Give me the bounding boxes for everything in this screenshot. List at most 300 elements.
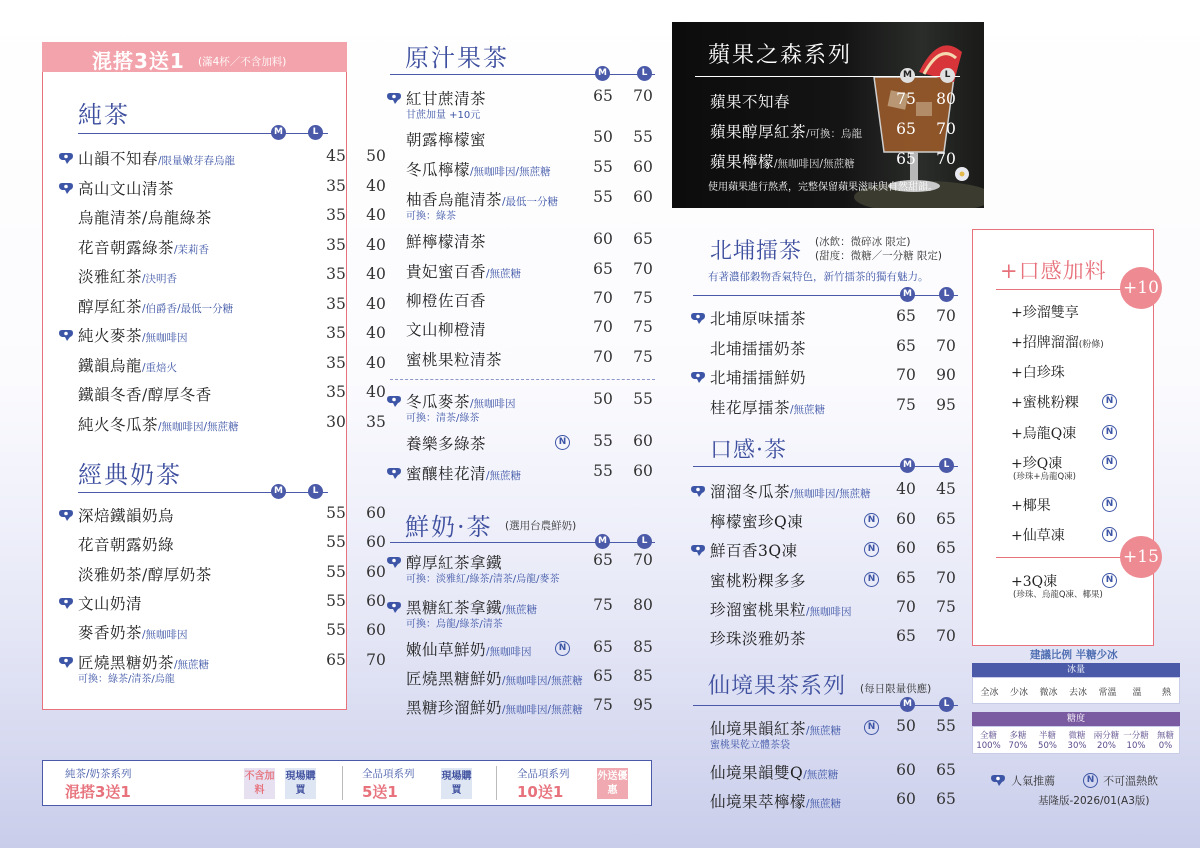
popular-icon bbox=[386, 393, 402, 406]
item-note: /無咖啡因/無蔗糖 bbox=[790, 488, 871, 500]
price-l: 70 bbox=[936, 569, 956, 587]
popular-icon bbox=[690, 310, 706, 323]
price-l: 60 bbox=[366, 562, 386, 581]
item-note: /無咖啡因/無蔗糖 bbox=[158, 420, 239, 433]
no-hot-icon: N bbox=[1083, 773, 1098, 788]
item-note: /可換：烏龍 bbox=[806, 128, 863, 140]
bottom-divider-2 bbox=[496, 766, 497, 800]
price-l: 60 bbox=[366, 621, 386, 640]
sugar-level-name: 一分糖 bbox=[1123, 731, 1149, 741]
item-note: /無蔗糖 bbox=[486, 268, 522, 280]
sugar-level bbox=[1004, 729, 1033, 751]
fairy-note: (每日限量供應) bbox=[860, 683, 932, 695]
item-name: 仙境果韻雙Q/無蔗糖 bbox=[710, 764, 839, 782]
sugar-level-percent: 100% bbox=[976, 741, 1001, 751]
no-hot-icon: N bbox=[555, 641, 570, 656]
ice-level: 全冰 bbox=[980, 688, 999, 698]
menu-item[interactable] bbox=[388, 156, 658, 182]
sugar-level bbox=[1151, 729, 1180, 751]
menu-item[interactable] bbox=[388, 258, 658, 284]
item-sub-note: 蜜桃果乾立體茶袋 bbox=[710, 740, 790, 751]
price-m: 40 bbox=[896, 480, 916, 498]
item-name: 文山柳橙清 bbox=[406, 321, 487, 339]
price-l: 60 bbox=[366, 504, 386, 522]
price-l: 80 bbox=[936, 90, 956, 108]
price-m: 50 bbox=[593, 390, 613, 408]
addon-name: +白珍珠 bbox=[1011, 365, 1065, 381]
item-name: 匠燒黑糖鮮奶/無咖啡因/無蔗糖 bbox=[406, 670, 583, 688]
item-name: 嫩仙草鮮奶/無咖啡因 bbox=[406, 641, 532, 659]
addon-item[interactable] bbox=[1011, 302, 1141, 328]
addon-item[interactable] bbox=[1011, 453, 1141, 482]
item-name: 山韻不知春/限量嫩芽春烏龍 bbox=[78, 150, 236, 168]
price-m: 35 bbox=[326, 265, 346, 283]
sugar-level bbox=[1092, 729, 1121, 751]
price-m: 75 bbox=[593, 696, 613, 714]
price-m: 35 bbox=[326, 294, 346, 313]
sugar-level-percent: 0% bbox=[1158, 741, 1173, 751]
item-name: 仙境果韻紅茶/無蔗糖 bbox=[710, 720, 842, 738]
version-label: 基隆版-2026/01(A3版) bbox=[1038, 795, 1150, 807]
beipu-note-1: (冰飲：微碎冰 限定) bbox=[815, 236, 911, 248]
price-m: 70 bbox=[593, 318, 613, 336]
price-l: 60 bbox=[366, 533, 386, 552]
addon-name: +珍溜雙享 bbox=[1011, 305, 1079, 321]
addon-item[interactable] bbox=[1011, 392, 1141, 418]
sugar-level-name: 無糖 bbox=[1156, 731, 1174, 741]
menu-item[interactable] bbox=[60, 381, 386, 407]
promo-banner bbox=[42, 42, 347, 72]
price-l: 85 bbox=[633, 638, 653, 656]
item-sub-note: 可換：清茶/綠茶 bbox=[406, 413, 480, 424]
price-l: 75 bbox=[633, 348, 653, 366]
item-name: 文山奶清 bbox=[78, 594, 143, 613]
price-m: 70 bbox=[593, 289, 613, 307]
item-note: /最低一分糖 bbox=[502, 196, 559, 208]
size-header-juice: M L bbox=[390, 66, 655, 82]
price-l: 40 bbox=[366, 353, 386, 372]
bottom-divider-1 bbox=[342, 766, 343, 800]
price-m: 55 bbox=[593, 462, 613, 480]
item-name: 北埔原味擂茶 bbox=[710, 310, 807, 328]
apple-description: 使用蘋果進行熬煮，完整保留蘋果滋味與自然甜韻。 bbox=[708, 182, 938, 193]
price-l: 60 bbox=[633, 432, 653, 450]
price-m: 55 bbox=[593, 188, 613, 206]
menu-item[interactable] bbox=[692, 788, 967, 814]
sugar-level-name: 微糖 bbox=[1068, 731, 1086, 741]
deal3-value: 10送1 bbox=[517, 783, 564, 801]
price-l: 55 bbox=[633, 390, 653, 408]
menu-item[interactable] bbox=[60, 322, 386, 348]
item-name: 蜜桃粉粿多多 bbox=[710, 572, 807, 590]
price-l: 70 bbox=[936, 627, 956, 645]
price-l: 60 bbox=[633, 158, 653, 176]
ice-level: 微冰 bbox=[1039, 688, 1058, 698]
price-m: 65 bbox=[896, 337, 916, 355]
sugar-level-percent: 30% bbox=[1067, 741, 1087, 751]
item-note: /無咖啡因/無蔗糖 bbox=[502, 675, 583, 687]
item-name: 鮮百香3Q凍 bbox=[710, 542, 798, 560]
size-header-pure bbox=[78, 125, 328, 141]
item-name: 冬瓜麥茶/無咖啡因 bbox=[406, 393, 516, 411]
price-l: 40 bbox=[366, 176, 386, 195]
item-name: 紅甘蔗清茶 bbox=[406, 90, 487, 108]
price-l: 70 bbox=[936, 307, 956, 325]
item-name: 北埔擂擂奶茶 bbox=[710, 340, 807, 358]
price-l: 45 bbox=[936, 480, 956, 498]
menu-item[interactable] bbox=[60, 531, 386, 557]
price-m: 75 bbox=[896, 396, 916, 414]
item-note: /無咖啡因/無蔗糖 bbox=[774, 158, 855, 170]
popular-icon bbox=[990, 774, 1006, 787]
sugar-level-name: 半糖 bbox=[1038, 731, 1056, 741]
item-name: 深焙鐵韻奶烏 bbox=[78, 507, 175, 525]
size-header-texture: M L bbox=[693, 458, 958, 474]
deal1-value: 混搭3送1 bbox=[65, 783, 131, 801]
menu-item[interactable] bbox=[692, 625, 967, 651]
menu-item[interactable] bbox=[692, 305, 967, 331]
menu-item[interactable] bbox=[692, 508, 967, 534]
price-l: 70 bbox=[633, 260, 653, 278]
popular-icon bbox=[58, 654, 74, 667]
menu-item[interactable] bbox=[692, 148, 972, 174]
size-header-beipu: M L bbox=[693, 287, 958, 303]
menu-item[interactable] bbox=[388, 126, 658, 152]
legend-nohot bbox=[1083, 770, 1158, 789]
sugar-level-percent: 10% bbox=[1126, 741, 1146, 751]
item-name: 花音朝露奶綠 bbox=[78, 536, 175, 555]
addons-divider-1 bbox=[996, 289, 1122, 290]
price-m: 60 bbox=[896, 510, 916, 528]
price-m: 60 bbox=[896, 790, 916, 808]
menu-item[interactable] bbox=[692, 759, 967, 785]
item-name: 淡雅奶茶/醇厚奶茶 bbox=[78, 565, 212, 584]
item-name: 純火麥茶/無咖啡因 bbox=[78, 327, 188, 345]
deal1-tag-2: 現場購買 bbox=[285, 768, 316, 799]
deal3-tag: 外送優惠 bbox=[597, 768, 628, 799]
item-name: 養樂多綠茶 bbox=[406, 435, 487, 453]
menu-item[interactable] bbox=[388, 316, 658, 342]
sugar-level-name: 多糖 bbox=[1009, 731, 1027, 741]
menu-item[interactable] bbox=[60, 263, 386, 289]
l-badge: L bbox=[308, 125, 323, 140]
popular-icon bbox=[58, 327, 74, 340]
sugar-level bbox=[1063, 729, 1092, 751]
price-l: 65 bbox=[936, 539, 956, 557]
item-name: 桂花厚擂茶/無蔗糖 bbox=[710, 399, 826, 417]
price-l: 50 bbox=[366, 147, 386, 165]
deal2-value: 5送1 bbox=[362, 783, 398, 801]
ice-row bbox=[972, 677, 1180, 704]
price-l: 35 bbox=[366, 412, 386, 431]
price-l: 70 bbox=[633, 551, 653, 569]
menu-item[interactable] bbox=[60, 204, 386, 230]
menu-item[interactable] bbox=[388, 287, 658, 313]
popular-icon bbox=[386, 599, 402, 612]
item-note: /限量嫩芽春烏龍 bbox=[158, 155, 236, 167]
item-name: 鐵韻烏龍/重焙火 bbox=[78, 356, 178, 375]
item-sub-note: 可換：烏龍/綠茶/清茶 bbox=[406, 619, 503, 630]
item-name: 黑糖紅茶拿鐵/無蔗糖 bbox=[406, 599, 538, 617]
item-name: 黑糖珍溜鮮奶/無咖啡因/無蔗糖 bbox=[406, 699, 583, 717]
price-l: 75 bbox=[936, 598, 956, 616]
item-name: 北埔擂擂鮮奶 bbox=[710, 369, 807, 387]
item-note: /決明香 bbox=[142, 273, 178, 285]
price-m: 55 bbox=[593, 158, 613, 176]
section-title-milk-tea: 經典奶茶 bbox=[78, 461, 182, 489]
menu-item[interactable] bbox=[388, 549, 658, 585]
sugar-header: 糖度 bbox=[972, 712, 1180, 726]
size-header-fairy: M L bbox=[693, 697, 958, 713]
price-l: 80 bbox=[633, 596, 653, 614]
fresh-milk-note: (選用台農鮮奶) bbox=[505, 520, 577, 532]
addon-item[interactable] bbox=[1011, 423, 1141, 449]
item-note: /無蔗糖 bbox=[803, 769, 839, 781]
no-hot-icon: N bbox=[555, 435, 570, 450]
item-name: 蘋果不知春 bbox=[710, 93, 791, 111]
price-l: 70 bbox=[366, 650, 386, 669]
item-note: /無蔗糖 bbox=[806, 798, 842, 810]
menu-item[interactable] bbox=[60, 175, 386, 201]
price-m: 45 bbox=[326, 147, 346, 165]
price-m: 50 bbox=[593, 128, 613, 146]
menu-item[interactable] bbox=[388, 346, 658, 372]
addon-name: +椰果 bbox=[1011, 498, 1051, 514]
menu-item[interactable] bbox=[388, 430, 658, 456]
item-note: /無咖啡因 bbox=[142, 332, 188, 344]
menu-item[interactable] bbox=[692, 478, 967, 504]
price-l: 70 bbox=[936, 120, 956, 138]
item-name: 淡雅紅茶/決明香 bbox=[78, 268, 178, 286]
price-m: 35 bbox=[326, 206, 346, 224]
popular-icon bbox=[58, 150, 74, 163]
ice-level: 常溫 bbox=[1098, 688, 1117, 698]
addon-name: +招牌溜溜 bbox=[1011, 335, 1079, 351]
menu-item[interactable] bbox=[692, 596, 967, 622]
menu-item[interactable] bbox=[692, 537, 967, 563]
ice-level: 熱 bbox=[1161, 688, 1171, 698]
promo-note: (滿4杯／不含加料) bbox=[198, 56, 287, 68]
item-name: 仙境果萃檸檬/無蔗糖 bbox=[710, 793, 842, 811]
menu-item[interactable] bbox=[388, 186, 658, 222]
section-title-texture-tea: 口感·茶 bbox=[710, 438, 787, 463]
price-m: 75 bbox=[896, 90, 916, 108]
addons-title: +口感加料 bbox=[1000, 259, 1107, 283]
legend-popular-label: 人氣推薦 bbox=[1011, 774, 1056, 788]
price-m: 65 bbox=[896, 569, 916, 587]
price-l: 40 bbox=[366, 265, 386, 283]
sugar-level-percent: 70% bbox=[1008, 741, 1028, 751]
price-m: 35 bbox=[326, 353, 346, 372]
addon-name: +珍Q凍 bbox=[1011, 456, 1063, 472]
price-m: 60 bbox=[593, 230, 613, 248]
price-l: 65 bbox=[936, 510, 956, 528]
popular-icon bbox=[58, 595, 74, 608]
price-l: 90 bbox=[936, 366, 956, 384]
apple-title: 蘋果之森系列 bbox=[708, 43, 853, 68]
price-m: 70 bbox=[896, 366, 916, 384]
no-hot-icon: N bbox=[1102, 455, 1117, 470]
menu-item[interactable] bbox=[60, 561, 386, 587]
price-l: 85 bbox=[633, 667, 653, 685]
price-m: 65 bbox=[593, 638, 613, 656]
item-name: 溜溜冬瓜茶/無咖啡因/無蔗糖 bbox=[710, 483, 871, 501]
item-name: 蜜桃果粒清茶 bbox=[406, 351, 503, 369]
addon-name: +仙草凍 bbox=[1011, 528, 1065, 544]
no-hot-icon: N bbox=[1102, 394, 1117, 409]
sugar-row bbox=[972, 726, 1180, 754]
price-l: 65 bbox=[936, 790, 956, 808]
popular-icon bbox=[690, 369, 706, 382]
addon-item[interactable] bbox=[1011, 362, 1141, 388]
item-name: 鮮檸檬清茶 bbox=[406, 233, 487, 251]
menu-item[interactable] bbox=[388, 636, 658, 662]
sugar-level-percent: 50% bbox=[1038, 741, 1057, 751]
menu-item[interactable] bbox=[692, 394, 967, 420]
section-title-beipu: 北埔擂茶 bbox=[710, 239, 803, 264]
item-name: 蘋果醇厚紅茶/可換：烏龍 bbox=[710, 123, 863, 141]
price-l: 40 bbox=[366, 206, 386, 224]
price-l: 60 bbox=[633, 188, 653, 206]
section-title-pure-tea: 純茶 bbox=[78, 101, 130, 129]
popular-icon bbox=[58, 180, 74, 193]
no-hot-icon: N bbox=[864, 572, 879, 587]
price-m: 65 bbox=[896, 150, 916, 168]
item-name: 醇厚紅茶/伯爵香/最低一分糖 bbox=[78, 297, 234, 316]
item-note: /重焙火 bbox=[142, 361, 178, 374]
popular-icon bbox=[690, 483, 706, 496]
menu-item[interactable] bbox=[388, 85, 658, 121]
menu-item[interactable] bbox=[388, 388, 658, 424]
price-m: 50 bbox=[896, 717, 916, 735]
menu-item[interactable] bbox=[60, 234, 386, 260]
price-m: 55 bbox=[593, 432, 613, 450]
item-sub-note: 甘蔗加量 +10元 bbox=[406, 110, 481, 121]
price-m: 70 bbox=[593, 348, 613, 366]
menu-item[interactable] bbox=[388, 594, 658, 630]
menu-item[interactable] bbox=[692, 364, 967, 390]
popular-icon bbox=[690, 542, 706, 555]
addon-name: +烏龍Q凍 bbox=[1011, 426, 1077, 442]
menu-item[interactable] bbox=[692, 118, 972, 144]
item-name: 匠燒黑糖奶茶/無蔗糖 bbox=[78, 653, 210, 672]
sugar-level bbox=[1122, 729, 1151, 751]
price-m: 35 bbox=[326, 383, 346, 401]
item-note: /無咖啡因/無蔗糖 bbox=[502, 704, 583, 716]
price-m: 65 bbox=[326, 650, 346, 669]
deal1-label: 純茶/奶茶系列 bbox=[65, 768, 132, 780]
price-l: 40 bbox=[366, 383, 386, 401]
item-note: /無蔗糖 bbox=[174, 658, 210, 671]
addon-item[interactable] bbox=[1011, 332, 1141, 358]
item-note: /茉莉香 bbox=[174, 243, 210, 256]
price-l: 75 bbox=[633, 318, 653, 336]
item-name: 蜜釀桂花清/無蔗糖 bbox=[406, 465, 522, 483]
item-name: 蘋果檸檬/無咖啡因/無蔗糖 bbox=[710, 153, 855, 171]
item-note: /無咖啡因 bbox=[806, 606, 852, 618]
menu-item[interactable] bbox=[692, 567, 967, 593]
menu-item[interactable] bbox=[388, 228, 658, 254]
menu-item[interactable] bbox=[388, 665, 658, 691]
price-m: 65 bbox=[896, 627, 916, 645]
price-m: 30 bbox=[326, 412, 346, 431]
price-m: 65 bbox=[896, 307, 916, 325]
no-hot-icon: N bbox=[1102, 527, 1117, 542]
menu-item[interactable] bbox=[60, 293, 386, 319]
item-name: 純火冬瓜茶/無咖啡因/無蔗糖 bbox=[78, 415, 239, 434]
addon-item[interactable] bbox=[1011, 495, 1141, 521]
price-m: 35 bbox=[326, 235, 346, 254]
addon-sub: (珍珠+烏龍Q凍) bbox=[1013, 472, 1076, 482]
item-name: 珍珠淡雅奶茶 bbox=[710, 630, 807, 648]
item-name: 朝露檸檬蜜 bbox=[406, 131, 487, 149]
menu-item[interactable] bbox=[60, 619, 386, 645]
addon-name: +蜜桃粉粿 bbox=[1011, 395, 1079, 411]
item-note: /無蔗糖 bbox=[486, 470, 522, 482]
price-m: 65 bbox=[896, 120, 916, 138]
item-note: /無咖啡因 bbox=[142, 629, 188, 642]
menu-item[interactable] bbox=[60, 649, 386, 685]
beipu-description: 有著濃郁穀物香氣特色，新竹擂茶的獨有魅力。 bbox=[708, 271, 929, 283]
addons-divider-2 bbox=[996, 557, 1122, 558]
menu-item[interactable] bbox=[692, 88, 972, 114]
sugar-level bbox=[974, 729, 1003, 751]
item-name: 鐵韻冬香/醇厚冬香 bbox=[78, 386, 212, 404]
dashed-divider bbox=[390, 379, 655, 380]
item-note: /無蔗糖 bbox=[806, 725, 842, 737]
deal3-label: 全品項系列 bbox=[517, 768, 570, 780]
price-m: 65 bbox=[593, 551, 613, 569]
promo-title: 混搭3送1 bbox=[92, 49, 185, 73]
item-note: /無咖啡因 bbox=[470, 398, 516, 410]
price-10-badge: +10 bbox=[1120, 267, 1162, 309]
price-m: 55 bbox=[326, 591, 346, 610]
price-m: 35 bbox=[326, 324, 346, 342]
item-name: 貴妃蜜百香/無蔗糖 bbox=[406, 263, 522, 281]
item-note: /伯爵香/最低一分糖 bbox=[142, 302, 234, 315]
menu-item[interactable] bbox=[60, 145, 386, 171]
ice-level: 溫 bbox=[1132, 688, 1142, 698]
menu-item[interactable] bbox=[388, 694, 658, 720]
menu-item[interactable] bbox=[60, 502, 386, 528]
addon-note: (粉條) bbox=[1078, 340, 1104, 350]
price-m: 70 bbox=[896, 598, 916, 616]
menu-item[interactable] bbox=[692, 715, 967, 751]
no-hot-icon: N bbox=[864, 720, 879, 735]
menu-item[interactable] bbox=[60, 590, 386, 616]
sugar-level-percent: 20% bbox=[1097, 741, 1116, 751]
price-l: 55 bbox=[633, 128, 653, 146]
item-name: 冬瓜檸檬/無咖啡因/無蔗糖 bbox=[406, 161, 551, 179]
item-name: 柳橙佐百香 bbox=[406, 292, 487, 310]
menu-item[interactable] bbox=[60, 411, 386, 437]
price-m: 65 bbox=[593, 667, 613, 685]
legend-popular bbox=[990, 770, 1055, 789]
price-m: 55 bbox=[326, 533, 346, 552]
section-title-fresh-milk: 鮮奶·茶 bbox=[405, 513, 493, 541]
price-m: 60 bbox=[896, 761, 916, 779]
menu-item[interactable] bbox=[60, 352, 386, 378]
no-hot-icon: N bbox=[1102, 573, 1117, 588]
price-l: 70 bbox=[633, 87, 653, 105]
deal1-tag-1: 不含加料 bbox=[244, 768, 275, 799]
menu-item[interactable] bbox=[692, 335, 967, 361]
item-sub-note: 可換：綠茶/清茶/烏龍 bbox=[78, 673, 175, 685]
menu-item[interactable] bbox=[388, 460, 658, 486]
item-note: /無咖啡因 bbox=[486, 646, 532, 658]
price-l: 40 bbox=[366, 294, 386, 313]
addon-3q-name: +3Q凍 bbox=[1011, 574, 1058, 590]
